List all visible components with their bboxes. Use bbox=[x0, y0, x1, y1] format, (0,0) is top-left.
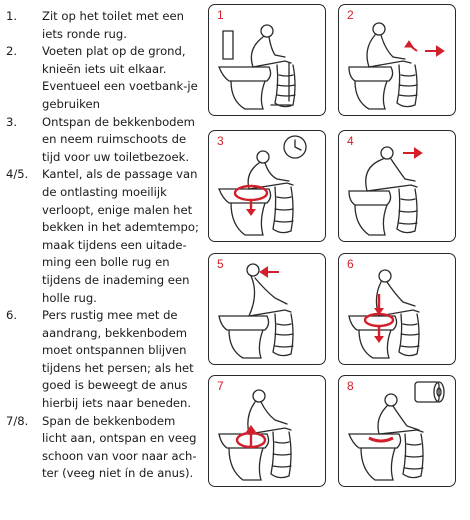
rounded-back-arrow-icon bbox=[339, 131, 456, 242]
step-number: 4/5. bbox=[6, 167, 29, 182]
step-text: Span de bekkenbodem licht aan, ontspan en veeg schoon van voor naar ach-ter (veeg niet ín de anus). bbox=[42, 413, 197, 481]
illustration-panel-5 bbox=[208, 253, 326, 365]
panel-number: 3 bbox=[217, 134, 224, 148]
illustration-panel-7 bbox=[208, 375, 326, 487]
illustration-panel-1 bbox=[208, 4, 326, 116]
step-number: 2. bbox=[6, 44, 18, 59]
step-3 bbox=[6, 114, 202, 167]
toilet-sitting-rounded-back-icon bbox=[209, 5, 326, 116]
panel-number: 6 bbox=[347, 257, 354, 271]
instruction-list bbox=[6, 8, 202, 483]
pressing-down-arrows-icon bbox=[339, 254, 456, 365]
step-7-8 bbox=[6, 413, 202, 483]
illustration-panel-8 bbox=[338, 375, 456, 487]
panel-number: 4 bbox=[347, 134, 354, 148]
panel-number: 8 bbox=[347, 379, 354, 393]
step-text: Kantel, als de passage van de ontlasting moeilijk verloopt, enige malen het bekken in het ademtempo; maak tijdens een uitade-ming een bolle rug en tijdens de inademing een holle rug. bbox=[42, 167, 199, 305]
pelvic-floor-tighten-icon bbox=[209, 376, 326, 487]
step-4-5 bbox=[6, 166, 202, 307]
clock-pelvic-floor-relax-icon bbox=[209, 131, 326, 242]
step-2 bbox=[6, 43, 202, 113]
toilet-paper-wipe-icon bbox=[339, 376, 456, 487]
step-number: 6. bbox=[6, 308, 18, 323]
step-text: Pers rustig mee met de aandrang, bekkenbodem moet ontspannen blijven tijdens het persen; als het goed is beweegt de anus hierbij iets naar beneden. bbox=[42, 308, 194, 411]
step-number: 7/8. bbox=[6, 413, 29, 428]
illustration-panel-6 bbox=[338, 253, 456, 365]
step-number: 3. bbox=[6, 114, 18, 129]
step-6 bbox=[6, 307, 202, 413]
hollow-back-arrow-icon bbox=[209, 254, 326, 365]
step-text: Voeten plat op de grond, knieën iets uit elkaar. Eventueel een voetbank-je gebruiken bbox=[42, 44, 198, 111]
step-text: Ontspan de bekkenbodem en neem ruimschoots de tijd voor uw toiletbezoek. bbox=[42, 114, 195, 164]
panel-number: 2 bbox=[347, 8, 354, 22]
illustration-panel-2 bbox=[338, 4, 456, 116]
step-1 bbox=[6, 8, 202, 43]
step-text: Zit op het toilet met een iets ronde rug. bbox=[42, 9, 184, 41]
feet-flat-knees-apart-arrows-icon bbox=[339, 5, 456, 116]
panel-number: 5 bbox=[217, 257, 224, 271]
illustration-panel-4 bbox=[338, 130, 456, 242]
illustration-panel-3 bbox=[208, 130, 326, 242]
step-number: 1. bbox=[6, 9, 18, 23]
panel-number: 7 bbox=[217, 379, 224, 393]
panel-number: 1 bbox=[217, 8, 224, 22]
